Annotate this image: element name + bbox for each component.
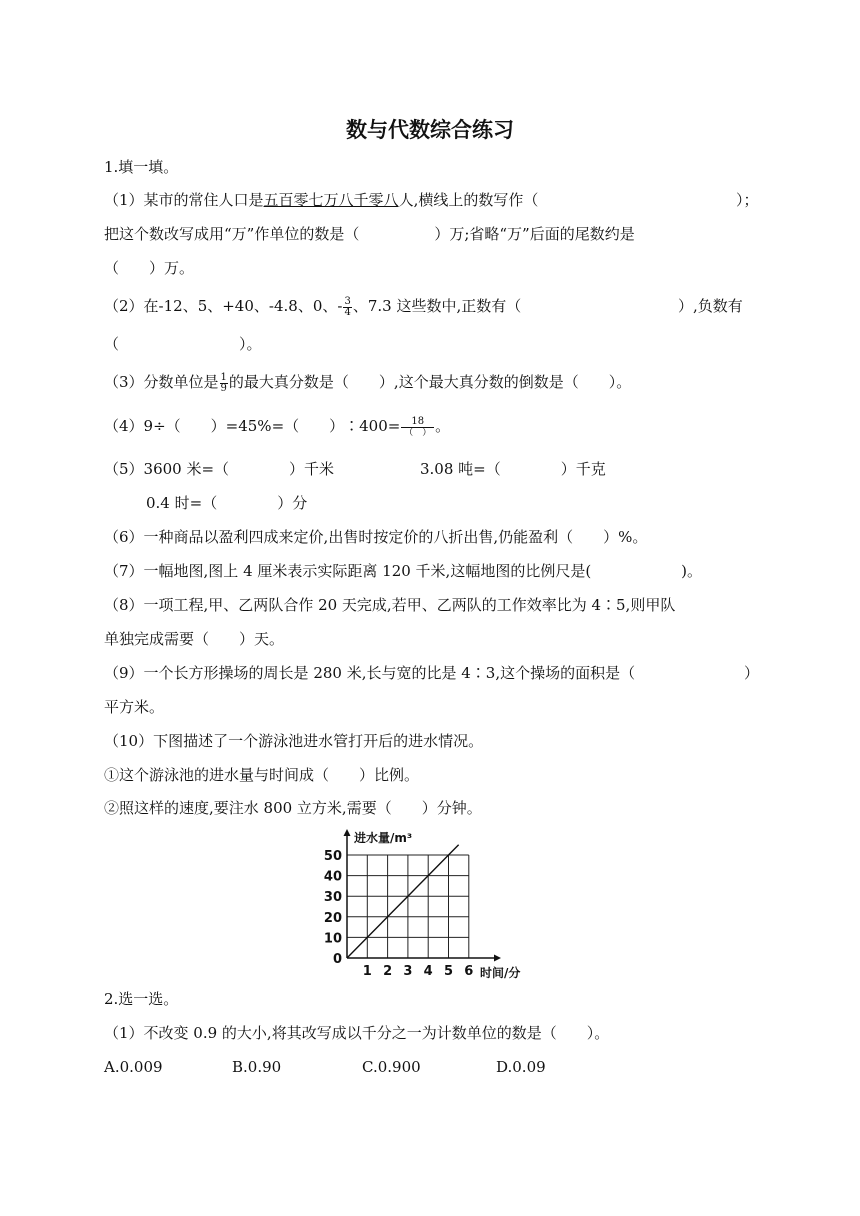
q2-frac-denominator: 4 — [344, 306, 351, 318]
question-10-line-1: （10）下图描述了一个游泳池进水管打开后的进水情况。 — [104, 732, 484, 750]
q1-text-b: 人,横线上的数写作（ — [398, 191, 539, 209]
question-8-line-2: 单独完成需要（ ）天。 — [104, 630, 285, 648]
question-6: （6）一种商品以盈利四成来定价,出售时按定价的八折出售,仍能盈利（ ）%。 — [104, 528, 648, 546]
q1-underlined-number: 五百零七万八千零八 — [263, 191, 399, 209]
question-10-sub-2: ②照这样的速度,要注水 800 立方米,需要（ ）分钟。 — [104, 799, 482, 817]
mc1-option-c[interactable]: C.0.900 — [362, 1058, 421, 1076]
q4-frac-numerator: 18 — [401, 417, 434, 428]
y-tick-label: 50 — [323, 849, 342, 864]
section-2-heading: 2.选一选。 — [104, 990, 179, 1008]
q2-frac-numerator: 3 — [344, 295, 351, 307]
y-tick-label: 30 — [323, 890, 342, 906]
mc1-option-d[interactable]: D.0.09 — [496, 1058, 546, 1076]
x-tick-label: 4 — [423, 964, 433, 979]
question-1-line-3: （ ）万。 — [104, 259, 195, 277]
q4-text-b: 。 — [435, 417, 451, 435]
x-tick-label: 1 — [362, 964, 372, 979]
q2-text-a: （2）在-12、5、+40、-4.8、0、 — [104, 297, 338, 315]
y-tick-label: 40 — [323, 869, 342, 885]
series-line — [347, 845, 459, 958]
y-tick-label: 20 — [323, 910, 342, 926]
question-5-a: （5）3600 米=（ ）千米 — [104, 460, 335, 478]
q3-fraction — [220, 373, 228, 394]
q1-text-a: （1）某市的常住人口是 — [104, 191, 264, 209]
x-tick-label: 2 — [383, 964, 393, 979]
mc1-option-b[interactable]: B.0.90 — [232, 1058, 282, 1076]
x-axis-arrow — [494, 955, 501, 962]
y-axis-label: 进水量/m³ — [354, 831, 413, 845]
mc1-option-a[interactable]: A.0.009 — [104, 1058, 163, 1076]
q2-fraction — [343, 297, 351, 318]
water-intake-chart — [320, 826, 540, 982]
x-tick-label: 6 — [464, 964, 474, 979]
question-9-line-2: 平方米。 — [104, 698, 165, 716]
question-2-line-2: （ ）。 — [104, 335, 262, 353]
y-axis-arrow — [344, 829, 351, 836]
x-axis-label: 时间/分 — [480, 966, 521, 980]
question-5-c: 0.4 时=（ ）分 — [146, 494, 308, 512]
q2-frac-sign: - — [337, 297, 343, 315]
section-1-heading: 1.填一填。 — [104, 158, 179, 176]
q2-text-b: 、7.3 这些数中,正数有（ — [352, 297, 522, 315]
origin-label: 0 — [332, 952, 342, 967]
q2-text-c: ）,负数有 — [678, 297, 743, 315]
x-tick-label: 5 — [443, 964, 454, 979]
y-tick-label: 10 — [323, 931, 342, 947]
q3-frac-numerator: 1 — [220, 371, 227, 383]
q3-text-b: 的最大真分数是（ ）,这个最大真分数的倒数是（ ）。 — [228, 373, 632, 391]
q4-text-a: （4）9÷（ ）=45%=（ ）∶400= — [104, 417, 401, 435]
q1-paren-close: ）； — [736, 191, 759, 209]
q3-frac-denominator: 9 — [220, 382, 227, 394]
question-7: （7）一幅地图,图上 4 厘米表示实际距离 120 千米,这幅地图的比例尺是( )。 — [104, 562, 703, 580]
q4-fraction — [401, 417, 434, 438]
question-2-line-1 — [104, 296, 521, 318]
question-9-line-1: （9）一个长方形操场的周长是 280 米,长与宽的比是 4∶3,这个操场的面积是（ — [104, 664, 636, 682]
water-intake-chart-svg — [320, 826, 540, 982]
question-4 — [104, 416, 450, 438]
mc-question-1: （1）不改变 0.9 的大小,将其改写成以千分之一为计数单位的数是（ ）。 — [104, 1024, 610, 1042]
q3-text-a: （3）分数单位是 — [104, 373, 219, 391]
question-5-b: 3.08 吨=（ ）千克 — [420, 460, 606, 478]
question-8-line-1: （8）一项工程,甲、乙两队合作 20 天完成,若甲、乙两队的工作效率比为 4∶5,则甲队 — [104, 596, 676, 614]
question-10-sub-1: ①这个游泳池的进水量与时间成（ ）比例。 — [104, 766, 420, 784]
question-1-line-2: 把这个数改写成用“万”作单位的数是（ ）万;省略“万”后面的尾数约是 — [104, 225, 635, 243]
q4-frac-denominator: （ ） — [404, 427, 432, 438]
page-title: 数与代数综合练习 — [346, 118, 514, 142]
question-1-line-1 — [104, 190, 538, 210]
question-3 — [104, 372, 631, 394]
x-tick-label: 3 — [403, 964, 413, 979]
q9-paren-close: ） — [744, 664, 760, 682]
